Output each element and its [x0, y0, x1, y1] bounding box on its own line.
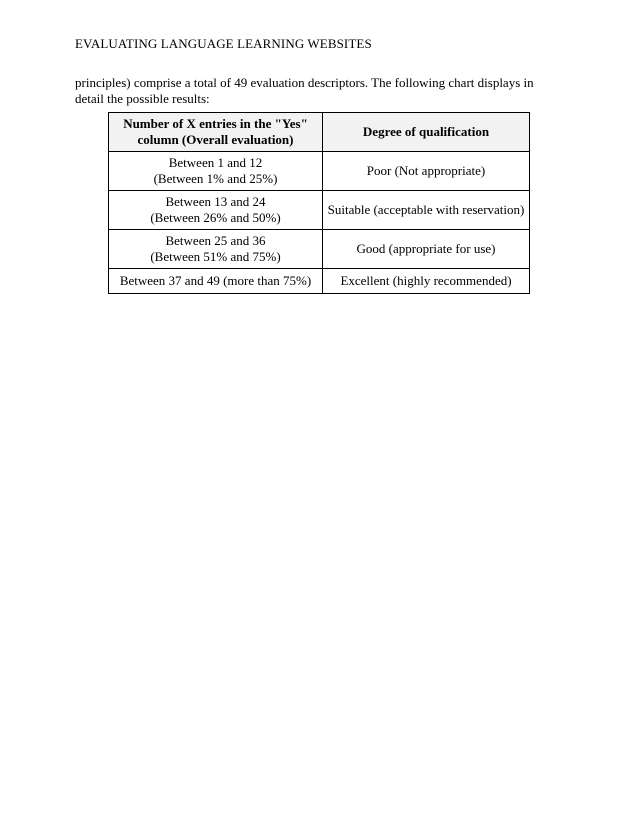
header-entries-line2: column (Overall evaluation)	[137, 132, 294, 147]
results-table	[108, 112, 530, 294]
qualification-cell: Poor (Not appropriate)	[323, 152, 530, 191]
range-line1: Between 25 and 36	[165, 233, 266, 248]
table-row	[109, 152, 530, 191]
range-line2: (Between 26% and 50%)	[150, 210, 281, 225]
body-paragraph: principles) comprise a total of 49 evaluation descriptors. The following chart displays in detail the possible results:	[75, 75, 534, 106]
table-header-row	[109, 113, 530, 152]
range-line2: (Between 51% and 75%)	[150, 249, 281, 264]
range-line2: (Between 1% and 25%)	[153, 171, 278, 186]
header-cell-entries	[109, 113, 323, 152]
qualification-cell: Suitable (acceptable with reservation)	[323, 191, 530, 230]
header-entries-line1: Number of X entries in the "Yes"	[123, 116, 308, 131]
table-row	[109, 230, 530, 269]
range-line1: Between 13 and 24	[165, 194, 266, 209]
range-cell	[109, 230, 323, 269]
range-cell: Between 37 and 49 (more than 75%)	[109, 269, 323, 294]
header-cell-qualification: Degree of qualification	[323, 113, 530, 152]
range-cell	[109, 191, 323, 230]
qualification-cell: Excellent (highly recommended)	[323, 269, 530, 294]
range-line1: Between 1 and 12	[168, 155, 263, 170]
qualification-cell: Good (appropriate for use)	[323, 230, 530, 269]
table-row	[109, 269, 530, 294]
running-header: EVALUATING LANGUAGE LEARNING WEBSITES	[75, 36, 372, 51]
table-row	[109, 191, 530, 230]
range-cell	[109, 152, 323, 191]
